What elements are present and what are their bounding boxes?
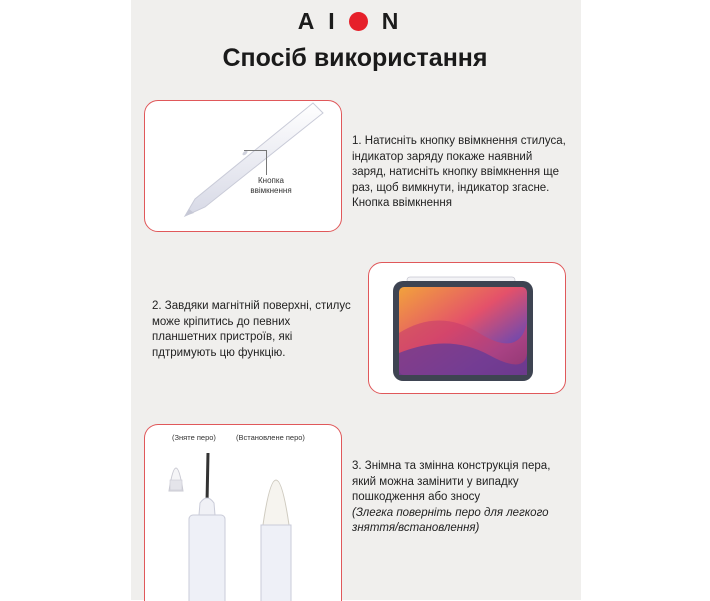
pen-tip-illustration [145, 425, 341, 601]
brand-logo [0, 8, 710, 35]
logo-dot-icon [349, 12, 368, 31]
step-1-text: 1. Натисніть кнопку ввімкнення стилуса, індикатор заряду покаже наявний заряд, натисніть кнопку ввімкнення ще раз, щоб вимкнути, індикатор згасне. Кнопка ввімкнення [352, 135, 566, 209]
step-2-text: 2. Завдяки магнітній поверхні, стилус може кріпитись до певних планшетних пристроїв, які пдтримують цю функцію. [152, 300, 351, 359]
step-2-image-card [368, 262, 566, 394]
step-3-main-text: 3. Знімна та змінна конструкція пера, який можна замінити у випадку пошкодження або зносу [352, 460, 551, 503]
power-button-callout: Кнопка ввімкнення [250, 176, 292, 195]
step-3-text [352, 459, 577, 537]
step-1-image-card [144, 100, 342, 232]
step-3-image-card [144, 424, 342, 601]
logo-text-suffix: N [381, 8, 413, 34]
page-title: Спосіб використання [222, 44, 488, 72]
logo-text-prefix: AI [297, 8, 349, 34]
callout-line [244, 150, 267, 175]
step-3-note: (Злегка поверніть перо для легкого зняття/встановлення) [352, 506, 549, 534]
removed-tip-label: (Зняте перо) [172, 433, 216, 442]
stylus-illustration [145, 101, 341, 231]
installed-tip-label: (Встановлене перо) [236, 433, 305, 442]
tablet-illustration [369, 263, 565, 393]
